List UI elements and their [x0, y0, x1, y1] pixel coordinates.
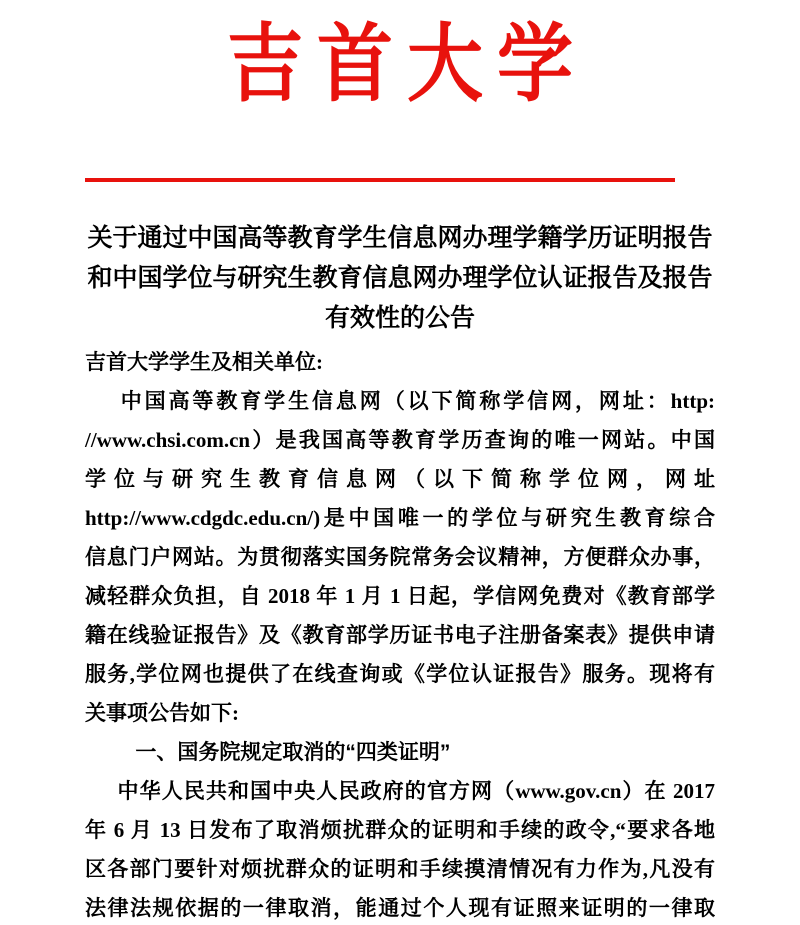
body-line: 法律法规依据的一律取消，能通过个人现有证照来证明的一律取: [85, 896, 715, 920]
body-line: 中国高等教育学生信息网（以下简称学信网，网址：http:: [120, 389, 715, 413]
notice-body: [0, 343, 800, 925]
body-line: 服务,学位网也提供了在线查询或《学位认证报告》服务。现将有: [85, 662, 715, 686]
body-line: //www.chsi.com.cn）是我国高等教育学历查询的唯一网站。中国: [85, 428, 715, 452]
body-line: 关事项公告如下:: [85, 701, 239, 725]
section-heading: 一、国务院规定取消的“四类证明”: [135, 741, 451, 764]
body-line: 信息门户网站。为贯彻落实国务院常务会议精神，方便群众办事，: [85, 545, 715, 569]
salutation: 吉首大学学生及相关单位:: [85, 350, 323, 374]
red-divider-line: [85, 178, 675, 182]
body-line: 籍在线验证报告》及《教育部学历证书电子注册备案表》提供申请: [85, 623, 715, 647]
body-line: http://www.cdgdc.edu.cn/)是中国唯一的学位与研究生教育综合: [85, 506, 715, 530]
university-letterhead: 吉首大学: [227, 18, 587, 113]
body-line: 区各部门要针对烦扰群众的证明和手续摸清情况有力作为,凡没有: [85, 857, 715, 881]
body-line: 中华人民共和国中央人民政府的官方网（www.gov.cn）在 2017: [117, 779, 715, 803]
notice-title-line-3: 有效性的公告: [324, 304, 475, 332]
body-line: 学位与研究生教育信息网（以下简称学位网，网址: [85, 467, 715, 491]
body-line: 减轻群众负担，自 2018 年 1 月 1 日起，学信网免费对《教育部学: [85, 584, 715, 608]
notice-title-line-1: 关于通过中国高等教育学生信息网办理学籍学历证明报告: [87, 224, 713, 252]
notice-title-line-2: 和中国学位与研究生教育信息网办理学位认证报告及报告: [87, 264, 713, 292]
notice-title: [0, 218, 800, 338]
body-line: 年 6 月 13 日发布了取消烦扰群众的证明和手续的政令,“要求各地: [85, 818, 715, 842]
